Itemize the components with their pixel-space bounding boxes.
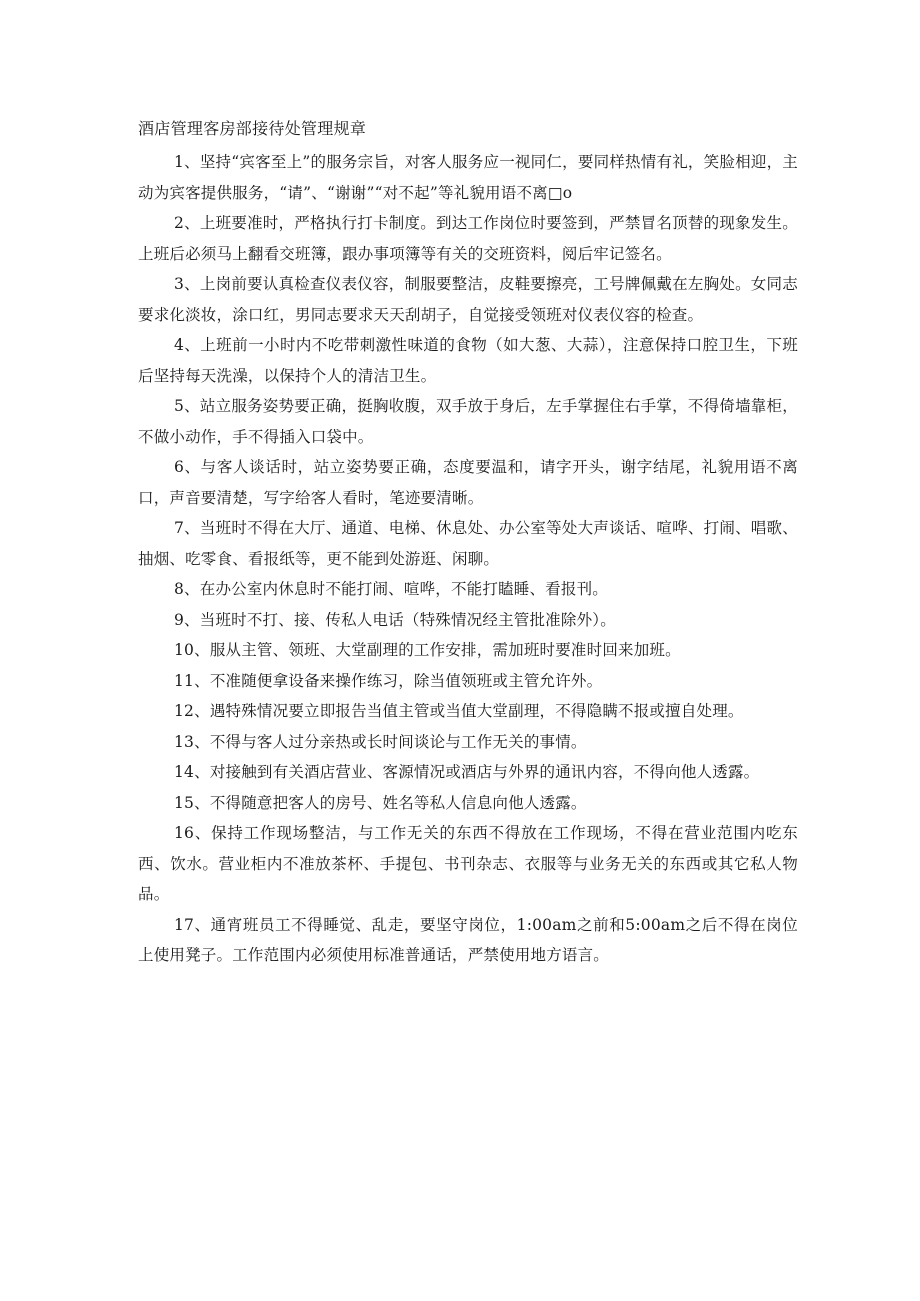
rule-item-10: 10、服从主管、领班、大堂副理的工作安排，需加班时要准时回来加班。 [174,641,681,659]
rule-item-7: 7、当班时不得在大厅、通道、电梯、休息处、办公室等处大声谈话、喧哗、打闹、唱歌、抽烟、吃零食、看报纸等，更不能到处游逛、闲聊。 [138,519,798,568]
rule-item-6: 6、与客人谈话时，站立姿势要正确，态度要温和，请字开头，谢字结尾，礼貌用语不离口，声音要清楚，写字给客人看时，笔迹要清晰。 [138,458,798,507]
rule-item-3: 3、上岗前要认真检查仪表仪容，制服要整洁，皮鞋要擦亮，工号牌佩戴在左胸处。女同志要求化淡妆，涂口红，男同志要求天天刮胡子，自觉接受领班对仪表仪容的检查。 [138,275,798,324]
rule-item-12: 12、遇特殊情况要立即报告当值主管或当值大堂副理，不得隐瞒不报或擅自处理。 [174,702,744,720]
rule-item-11: 11、不准随便拿设备来操作练习，除当值领班或主管允许外。 [174,671,603,690]
rule-item-5: 5、站立服务姿势要正确，挺胸收腹，双手放于身后，左手掌握住右手掌，不得倚墙靠柜，不做小动作，手不得插入口袋中。 [138,397,798,446]
document-title: 酒店管理客房部接待处管理规章 [138,119,367,138]
rule-item-15: 15、不得随意把客人的房号、姓名等私人信息向他人透露。 [174,793,587,812]
rule-item-1: 1、坚持“宾客至上”的服务宗旨，对客人服务应一视同仁，要同样热情有礼，笑脸相迎，主动为宾客提供服务，“请”、“谢谢”“对不起”等礼貌用语不离□o [138,153,798,202]
rule-item-9: 9、当班时不打、接、传私人电话（特殊情况经主管批准除外）。 [174,610,616,629]
rule-item-13: 13、不得与客人过分亲热或长时间谈论与工作无关的事情。 [174,732,587,751]
rule-item-14: 14、对接触到有关酒店营业、客源情况或酒店与外界的通讯内容，不得向他人透露。 [174,763,760,781]
rule-item-8: 8、在办公室内休息时不能打闹、喧哗，不能打瞌睡、看报刊。 [174,580,608,598]
document-page [138,117,798,971]
rule-item-16: 16、保持工作现场整洁，与工作无关的东西不得放在工作现场，不得在营业范围内吃东西、饮水。营业柜内不准放茶杯、手提包、书刊杂志、衣服等与业务无关的东西或其它私人物品。 [138,824,798,903]
rule-item-2: 2、上班要准时，严格执行打卡制度。到达工作岗位时要签到，严禁冒名顶替的现象发生。上班后必须马上翻看交班簿，跟办事项簿等有关的交班资料，阅后牢记签名。 [138,214,798,263]
rule-item-4: 4、上班前一小时内不吃带刺激性味道的食物（如大葱、大蒜），注意保持口腔卫生，下班后坚持每天洗澡，以保持个人的清洁卫生。 [138,336,798,385]
rule-item-17: 17、通宵班员工不得睡觉、乱走，要坚守岗位，1:00am之前和5:00am之后不得在岗位上使用凳子。工作范围内必须使用标准普通话，严禁使用地方语言。 [138,915,798,964]
